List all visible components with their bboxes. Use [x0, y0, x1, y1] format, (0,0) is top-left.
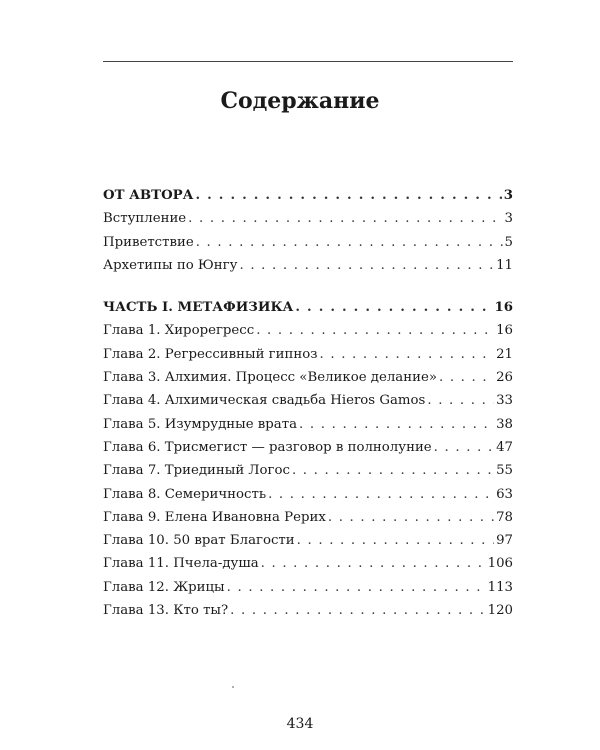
toc-entry-page: 47 [496, 439, 513, 455]
toc-entry-label: Глава 5. Изумрудные врата [103, 416, 298, 432]
dot-leader [239, 258, 494, 273]
dot-leader [227, 580, 486, 595]
toc-entry-page: 38 [496, 416, 513, 432]
toc-entry[interactable] [103, 510, 513, 533]
toc-entry[interactable] [103, 235, 513, 258]
header-rule [103, 61, 513, 62]
toc-entry-page: 16 [496, 323, 513, 339]
dot-leader [427, 393, 494, 408]
toc-entry-page: 26 [496, 370, 513, 386]
toc-entry-page: 113 [487, 579, 513, 595]
dot-leader [328, 510, 494, 525]
toc-entry-label: ЧАСТЬ I. МЕТАФИЗИКА [103, 300, 294, 316]
toc-entry-page: 21 [496, 346, 513, 362]
toc-entry-page: 3 [504, 211, 513, 227]
scan-speck [232, 686, 234, 688]
toc-entry-label: Глава 11. Пчела-душа [103, 556, 259, 572]
dot-leader [292, 463, 494, 478]
toc-entry[interactable] [103, 580, 513, 603]
toc-entry-label: Глава 4. Алхимическая свадьба Hieros Gamos [103, 393, 426, 409]
toc-entry[interactable] [103, 487, 513, 510]
toc-entry-label: Вступление [103, 211, 187, 227]
toc-entry-label: Глава 10. 50 врат Благости [103, 533, 295, 549]
toc-entry-label: Глава 13. Кто ты? [103, 603, 229, 619]
toc-entry-label: Глава 1. Хирорегресс [103, 323, 255, 339]
toc-entry-label: Глава 8. Семеричность [103, 486, 267, 502]
dot-leader [261, 556, 486, 571]
toc-entry-page: 3 [503, 188, 513, 203]
toc-entry-label: Приветствие [103, 234, 194, 250]
toc-entry-label: Глава 6. Трисмегист — разговор в полнолуние [103, 439, 432, 455]
dot-leader [297, 533, 494, 548]
toc-entry-page: 120 [487, 603, 513, 619]
toc-entry[interactable] [103, 300, 513, 323]
toc-entry-label: Глава 2. Регрессивный гипноз [103, 346, 318, 362]
toc-entry-page: 106 [487, 556, 513, 572]
table-of-contents [103, 188, 513, 626]
dot-leader [434, 440, 494, 455]
toc-entry[interactable] [103, 370, 513, 393]
toc-entry[interactable] [103, 393, 513, 416]
dot-leader [299, 417, 494, 432]
dot-leader [256, 323, 494, 338]
toc-entry-label: Глава 7. Триединый Логос [103, 463, 290, 479]
toc-entry-label: Глава 12. Жрицы [103, 579, 225, 595]
toc-entry[interactable] [103, 258, 513, 281]
dot-leader [230, 603, 485, 618]
toc-entry[interactable] [103, 347, 513, 370]
toc-entry-label: Глава 3. Алхимия. Процесс «Великое делание» [103, 370, 437, 386]
toc-entry[interactable] [103, 603, 513, 626]
toc-entry[interactable] [103, 440, 513, 463]
toc-entry-page: 16 [494, 300, 513, 316]
dot-leader [195, 188, 501, 203]
dot-leader [295, 300, 492, 315]
dot-leader [268, 487, 494, 502]
toc-entry[interactable] [103, 533, 513, 556]
toc-entry[interactable] [103, 323, 513, 346]
dot-leader [188, 211, 502, 226]
toc-entry[interactable] [103, 463, 513, 486]
toc-entry[interactable] [103, 188, 513, 211]
toc-entry-page: 78 [496, 509, 513, 525]
page-title: Содержание [220, 88, 380, 114]
toc-entry[interactable] [103, 211, 513, 234]
toc-entry[interactable] [103, 556, 513, 579]
toc-entry-page: 5 [504, 234, 513, 250]
toc-entry-page: 33 [496, 393, 513, 409]
dot-leader [439, 370, 494, 385]
toc-entry-label: ОТ АВТОРА [103, 188, 194, 203]
toc-entry-label: Архетипы по Юнгу [103, 257, 238, 273]
toc-entry-page: 11 [496, 257, 513, 273]
toc-entry-page: 55 [496, 463, 513, 479]
toc-entry-label: Глава 9. Елена Ивановна Рерих [103, 509, 326, 525]
toc-entry-page: 63 [496, 486, 513, 502]
toc-entry-page: 97 [496, 533, 513, 549]
toc-entry[interactable] [103, 417, 513, 440]
dot-leader [319, 347, 494, 362]
dot-leader [196, 235, 503, 250]
page-number: 434 [286, 716, 314, 732]
